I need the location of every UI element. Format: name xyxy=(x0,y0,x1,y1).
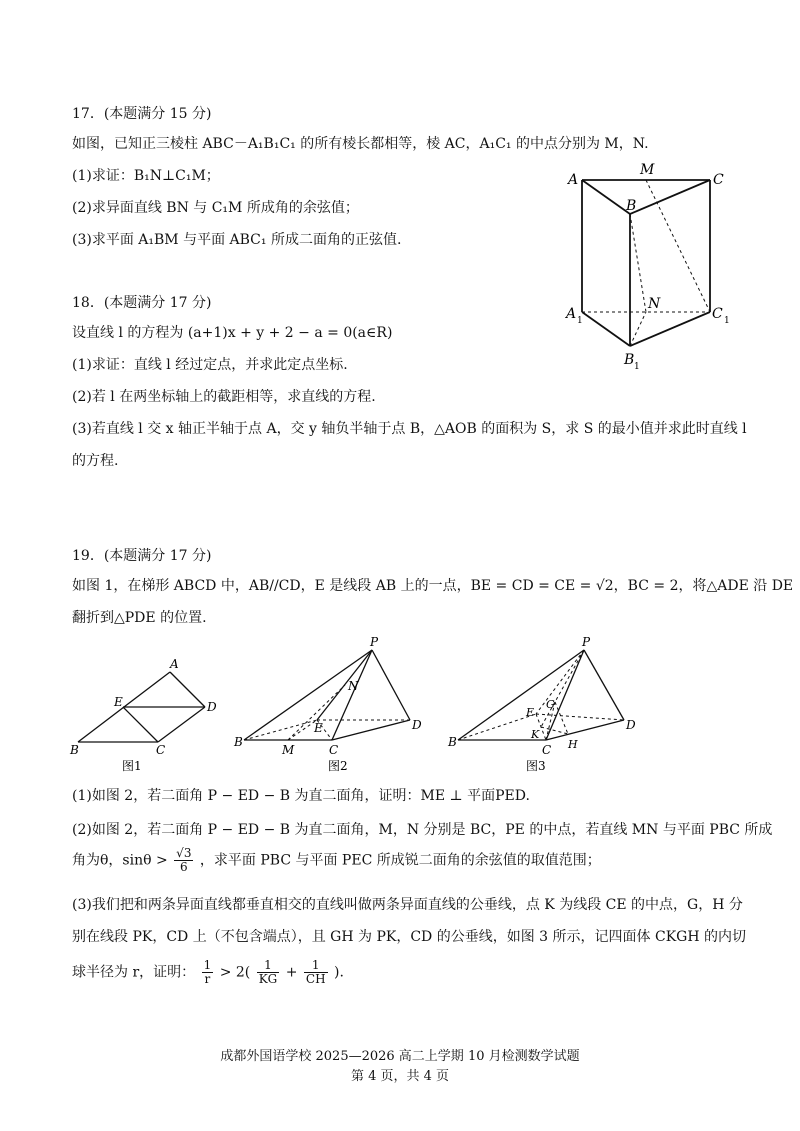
fraction-numerator: 1 xyxy=(304,959,328,973)
fig3-segment-kh xyxy=(541,727,568,734)
fraction-denominator: 6 xyxy=(179,860,188,874)
fig2-label-D: D xyxy=(412,718,422,732)
label-B: B xyxy=(626,198,637,214)
segment-c1m xyxy=(646,180,710,312)
fig3-label-D: D xyxy=(626,718,636,732)
fig3-edge-pd xyxy=(584,650,624,720)
q19-part3-line3-start: 球半径为 r，证明： xyxy=(72,964,196,981)
inequality-end: ). xyxy=(334,964,344,981)
q18-part1: (1)求证：直线 l 经过定点，并求此定点坐标. xyxy=(72,357,348,373)
fig3-edge-ed xyxy=(536,714,624,720)
q19-part2-line2-end: ，求平面 PBC 与平面 PEC 所成锐二面角的余弦值的取值范围； xyxy=(199,852,601,869)
fig2-label-M: M xyxy=(282,743,295,757)
fraction-numerator: √3 xyxy=(176,846,192,860)
fig2-label-N: N xyxy=(348,679,359,693)
label-M: M xyxy=(640,162,655,178)
label-C: C xyxy=(713,172,724,188)
fraction-denominator: r xyxy=(204,972,211,986)
q18-part3-line1: (3)若直线 l 交 x 轴正半轴于点 A，交 y 轴负半轴于点 B，△AOB 的面积为 S，求 S 的最小值并求此时直线 l xyxy=(72,421,747,437)
fig2-segment-me xyxy=(288,720,317,740)
label-A1-sub: 1 xyxy=(577,316,583,326)
q18-part3-line2: 的方程. xyxy=(72,453,119,469)
fig2-label-E: E xyxy=(314,721,323,735)
q19-heading: 19．(本题满分 17 分) xyxy=(72,548,212,564)
fig1-caption: 图1 xyxy=(122,759,142,773)
fraction-numerator: 1 xyxy=(203,958,212,972)
fig2-edge-cd xyxy=(332,720,410,740)
figure1 xyxy=(66,654,226,779)
fig3-label-B: B xyxy=(448,735,457,749)
label-B1-sub: 1 xyxy=(634,362,640,372)
edge-ab xyxy=(582,180,630,214)
segment-bn xyxy=(630,214,646,312)
figure2 xyxy=(230,634,430,779)
sqrt3-over-6-fraction xyxy=(174,847,193,874)
edge-a1b1 xyxy=(582,312,630,346)
fig3-edge-cd xyxy=(546,720,624,740)
q19-part2-line1: (2)如图 2，若二面角 P − ED − B 为直二面角，M，N 分别是 BC，PE 的中点，若直线 MN 与平面 PBC 所成 xyxy=(72,822,773,838)
inequality-mid: > 2( xyxy=(219,964,251,981)
fig1-label-B: B xyxy=(70,743,79,757)
one-over-kg-fraction xyxy=(257,959,280,986)
footer-page-number: 第 4 页，共 4 页 xyxy=(350,1069,450,1084)
fig2-edge-pd xyxy=(372,650,410,720)
fig2-label-P: P xyxy=(370,635,379,649)
fig3-label-H: H xyxy=(568,738,578,751)
one-over-ch-fraction xyxy=(304,959,328,986)
figure3 xyxy=(444,634,644,779)
label-C1: C xyxy=(712,306,723,322)
fig1-label-C: C xyxy=(156,743,166,757)
q19-part2-line2-start: 角为θ，sinθ > xyxy=(72,852,168,869)
fig3-segment-gh xyxy=(555,702,568,734)
q19-part2-line2 xyxy=(72,847,601,874)
q18-part2: (2)若 l 在两坐标轴上的截距相等，求直线的方程. xyxy=(72,389,376,405)
q17-part1: (1)求证：B₁N⊥C₁M； xyxy=(72,168,220,184)
fig3-label-K: K xyxy=(531,728,540,741)
label-A1: A xyxy=(566,306,577,322)
plus-sign: + xyxy=(285,964,298,981)
fig3-caption: 图3 xyxy=(526,759,546,773)
label-A: A xyxy=(568,172,579,188)
fig2-label-C: C xyxy=(329,743,339,757)
fig3-edge-be xyxy=(458,714,536,740)
fig3-label-E: E xyxy=(526,706,535,719)
fraction-denominator: KG xyxy=(258,972,278,986)
q19-intro-line2: 翻折到△PDE 的位置. xyxy=(72,610,207,626)
fig1-label-D: D xyxy=(207,700,217,714)
fraction-denominator: CH xyxy=(305,972,326,986)
fig1-label-A: A xyxy=(170,657,179,671)
q19-part1: (1)如图 2，若二面角 P − ED − B 为直二面角，证明：ME ⊥ 平面PED. xyxy=(72,788,530,804)
fig1-label-E: E xyxy=(114,695,123,709)
fig3-label-G: G xyxy=(546,698,555,711)
prism-figure xyxy=(560,158,740,373)
edge-b1c1 xyxy=(630,312,710,346)
q19-part3-line2: 别在线段 PK，CD 上（不包含端点），且 GH 为 PK，CD 的公垂线，如图 3 所示，记四面体 CKGH 的内切 xyxy=(72,929,746,945)
fig1-edge-ec xyxy=(123,707,158,742)
fig3-edge-pe xyxy=(536,650,584,714)
label-B1: B xyxy=(624,352,635,368)
edge-bc xyxy=(630,180,710,214)
q17-heading: 17．(本题满分 15 分) xyxy=(72,106,212,122)
q19-part3-line3 xyxy=(72,959,344,986)
fig1-edge-cd xyxy=(158,707,205,742)
fig2-label-B: B xyxy=(234,735,243,749)
q18-heading: 18．(本题满分 17 分) xyxy=(72,295,212,311)
one-over-r-fraction xyxy=(202,959,214,986)
label-N: N xyxy=(648,296,661,312)
fig3-label-P: P xyxy=(582,635,591,649)
q17-part2: (2)求异面直线 BN 与 C₁M 所成角的余弦值； xyxy=(72,200,359,216)
fig1-edge-ad xyxy=(170,672,205,707)
fraction-numerator: 1 xyxy=(257,959,280,973)
fig2-caption: 图2 xyxy=(328,759,348,773)
footer-title: 成都外国语学校 2025—2026 高二上学期 10 月检测数学试题 xyxy=(220,1049,580,1064)
q17-intro: 如图，已知正三棱柱 ABC－A₁B₁C₁ 的所有棱长都相等，棱 AC，A₁C₁ 的中点分别为 M，N. xyxy=(72,136,649,152)
q19-part3-line1: (3)我们把和两条异面直线都垂直相交的直线叫做两条异面直线的公垂线，点 K 为线段 CE 的中点，G，H 分 xyxy=(72,897,743,913)
fig3-label-C: C xyxy=(542,743,552,757)
q17-part3: (3)求平面 A₁BM 与平面 ABC₁ 所成二面角的正弦值. xyxy=(72,232,402,248)
q19-intro-line1: 如图 1，在梯形 ABCD 中，AB//CD，E 是线段 AB 上的一点，BE = CD = CE = √2，BC = 2，将△ADE 沿 DE xyxy=(72,578,794,594)
q18-intro: 设直线 l 的方程为 (a+1)x + y + 2 − a = 0(a∈R) xyxy=(72,325,393,341)
label-C1-sub: 1 xyxy=(724,316,730,326)
